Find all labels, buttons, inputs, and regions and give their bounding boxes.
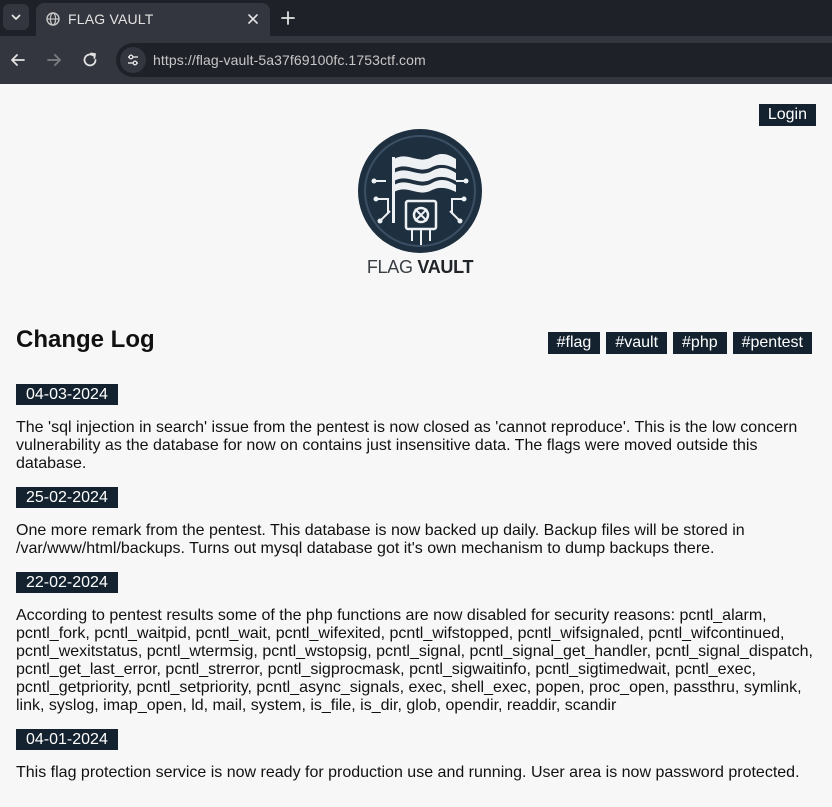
changelog-entry xyxy=(16,729,816,782)
entry-date: 22-02-2024 xyxy=(16,572,118,593)
entry-text: The 'sql injection in search' issue from the pentest is now closed as 'cannot reproduce'. This is the low concern vulnerability as the database for now on contains just insensitive data. The flags were moved outside this database. xyxy=(16,419,798,472)
entry-date: 04-01-2024 xyxy=(16,729,118,750)
plus-icon[interactable] xyxy=(278,8,298,28)
vault-emblem-icon xyxy=(356,129,484,257)
logo-wordmark xyxy=(356,257,484,278)
reload-icon[interactable] xyxy=(80,50,100,70)
browser-tab-bar xyxy=(0,0,832,36)
changelog-entries xyxy=(16,384,816,796)
tag-pentest[interactable]: #pentest xyxy=(733,332,812,354)
globe-icon xyxy=(46,12,60,26)
close-icon[interactable] xyxy=(246,12,260,26)
tag-list xyxy=(548,332,812,354)
entry-date: 04-03-2024 xyxy=(16,384,118,405)
url-text[interactable]: https://flag-vault-5a37f69100fc.1753ctf.com xyxy=(153,52,426,68)
changelog-entry xyxy=(16,487,816,558)
address-bar[interactable] xyxy=(116,43,832,77)
logo-word-flag: FLAG xyxy=(366,257,418,277)
tab-search-button[interactable] xyxy=(3,4,29,30)
browser-toolbar xyxy=(0,36,832,84)
flag-vault-logo xyxy=(356,129,484,281)
chevron-down-icon xyxy=(10,11,22,23)
logo-word-vault: VAULT xyxy=(417,257,474,277)
entry-text: One more remark from the pentest. This database is now backed up daily. Backup files will be stored in /var/www/html/backups. Turns out mysql database got it's own mechanism to dump backups there. xyxy=(16,522,745,557)
tab-title: FLAG VAULT xyxy=(68,11,154,27)
tune-icon xyxy=(126,53,140,67)
page-content xyxy=(0,84,832,807)
arrow-left-icon[interactable] xyxy=(8,50,28,70)
entry-text: According to pentest results some of the php functions are now disabled for security reasons: pcntl_alarm, pcntl_fork, pcntl_waitpid, pcntl_wait, pcntl_wifexited, pcntl_wifstopped, pcntl_wifsignaled, pcntl_wifcontinued, pcntl_wexitstatus, pcntl_wtermsig, pcntl_wstopsig, pcntl_signal, pcntl_signal_get_handler, pcntl_signal_dispatch, pcntl_get_last_error, pcntl_strerror, pcntl_sigprocmask, pcntl_sigwaitinfo, pcntl_sigtimedwait, pcntl_exec, pcntl_getpriority, pcntl_setpriority, pcntl_async_signals, exec, shell_exec, popen, proc_open, passthru, symlink, link, syslog, imap_open, ld, mail, system, is_file, is_dir, glob, opendir, readdir, scandir xyxy=(16,607,813,714)
page-title: Change Log xyxy=(16,326,155,353)
login-button[interactable]: Login xyxy=(759,104,816,126)
changelog-entry xyxy=(16,572,816,715)
changelog-entry xyxy=(16,384,816,473)
browser-tab-active[interactable] xyxy=(36,3,270,36)
entry-date: 25-02-2024 xyxy=(16,487,118,508)
tag-flag[interactable]: #flag xyxy=(548,332,601,354)
entry-text: This flag protection service is now ready for production use and running. User area is now password protected. xyxy=(16,764,800,781)
tag-php[interactable]: #php xyxy=(673,332,727,354)
site-info-button[interactable] xyxy=(120,47,146,73)
arrow-right-icon[interactable] xyxy=(44,50,64,70)
tag-vault[interactable]: #vault xyxy=(606,332,667,354)
